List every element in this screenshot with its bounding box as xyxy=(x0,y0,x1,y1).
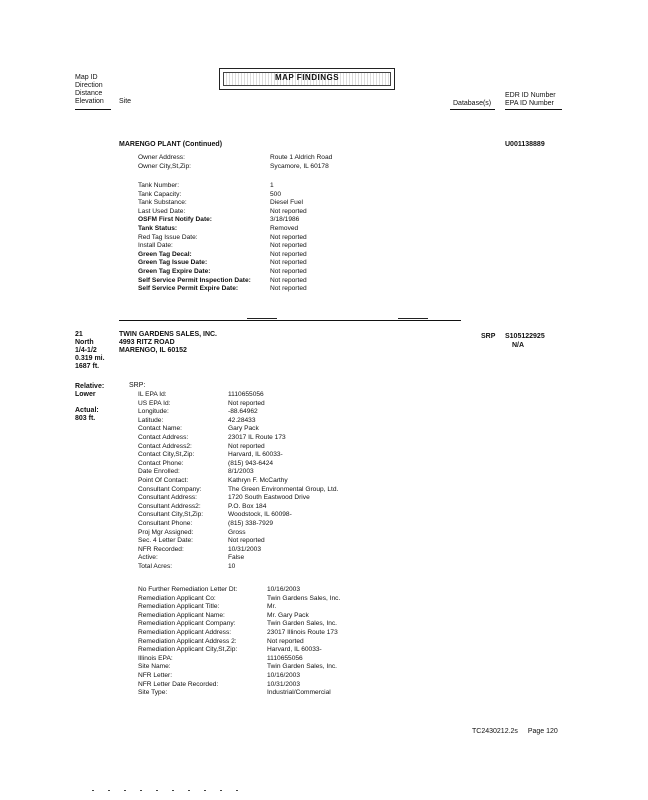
field-label: Sec. 4 Letter Date: xyxy=(138,537,193,545)
field-value: Sycamore, IL 60178 xyxy=(270,162,329,170)
separator-dash-b xyxy=(398,318,428,319)
field-row xyxy=(138,199,307,208)
field-value: Gary Pack xyxy=(228,425,259,433)
field-row xyxy=(138,520,338,529)
field-row xyxy=(138,689,340,698)
marengo-title: MARENGO PLANT (Continued) xyxy=(119,141,223,148)
field-label: Green Tag Issue Date: xyxy=(138,259,208,267)
field-row xyxy=(138,460,338,469)
field-value: Not reported xyxy=(270,259,307,267)
twin-map-id: 21 xyxy=(75,331,83,338)
field-label: Consultant Address2: xyxy=(138,502,201,510)
srp-fields-a xyxy=(138,391,338,571)
field-value: The Green Environmental Group, Ltd. xyxy=(228,485,339,493)
twin-database: SRP xyxy=(481,333,496,340)
field-label: Remediation Applicant Name: xyxy=(138,611,225,619)
field-label: Owner Address: xyxy=(138,154,185,161)
field-label: Point Of Contact: xyxy=(138,476,189,484)
header-rule-db xyxy=(450,109,495,110)
field-label: Total Acres: xyxy=(138,562,173,570)
field-row xyxy=(138,586,340,595)
field-value: Not reported xyxy=(228,537,265,545)
field-value: Kathryn F. McCarthy xyxy=(228,476,288,484)
section-separator xyxy=(119,320,461,321)
marengo-owner-block xyxy=(138,154,332,171)
field-row xyxy=(138,434,338,443)
field-label: Contact Phone: xyxy=(138,459,184,467)
field-label: Remediation Applicant Address 2: xyxy=(138,637,237,645)
field-label: Remediation Applicant City,St,Zip: xyxy=(138,646,238,654)
field-row xyxy=(138,511,338,520)
twin-map-info xyxy=(75,331,105,371)
field-value: Woodstock, IL 60098- xyxy=(228,511,292,519)
field-row xyxy=(138,646,340,655)
field-label: OSFM First Notify Date: xyxy=(138,216,212,224)
header-epa-id: EPA ID Number xyxy=(505,100,554,107)
field-label: Self Service Permit Expire Date: xyxy=(138,285,239,293)
field-label: Red Tag Issue Date: xyxy=(138,233,198,241)
field-label: Latitude: xyxy=(138,416,164,424)
field-value: 1 xyxy=(270,182,274,189)
header-edr-id: EDR ID Number xyxy=(505,92,556,99)
header-right-labels xyxy=(505,92,556,108)
twin-site-info xyxy=(119,331,217,355)
field-value: Not reported xyxy=(270,250,307,258)
field-label: Consultant City,St,Zip: xyxy=(138,511,204,519)
srp-fields-b xyxy=(138,586,340,698)
field-row xyxy=(138,681,340,690)
field-value: Not reported xyxy=(267,637,304,645)
field-value: 10/16/2003 xyxy=(267,586,301,593)
field-row xyxy=(138,285,307,294)
field-value: Harvard, IL 60033- xyxy=(228,451,283,459)
field-value: Not reported xyxy=(270,207,307,215)
footer-page: Page 120 xyxy=(527,728,558,735)
field-row xyxy=(138,417,338,426)
field-label: Tank Status: xyxy=(138,224,178,232)
field-label: Contact City,St,Zip: xyxy=(138,451,195,459)
field-label: Contact Address2: xyxy=(138,442,192,450)
marengo-edr-id: U001138889 xyxy=(505,141,545,148)
field-row xyxy=(138,612,340,621)
field-value: Mr. Gary Pack xyxy=(267,611,309,619)
field-label: Contact Name: xyxy=(138,425,182,433)
field-row xyxy=(138,503,338,512)
header-distance: Distance xyxy=(75,90,103,97)
field-value: 3/18/1986 xyxy=(270,216,300,224)
field-value: 23017 IL Route 173 xyxy=(228,433,286,441)
map-findings-banner xyxy=(219,68,395,90)
header-site: Site xyxy=(119,98,132,105)
twin-address: 4993 RITZ ROAD xyxy=(119,339,175,346)
field-row xyxy=(138,225,307,234)
actual-value: 803 ft. xyxy=(75,415,96,422)
field-label: Remediation Applicant Company: xyxy=(138,620,236,628)
banner-title: MAP FINDINGS xyxy=(274,73,340,82)
field-row xyxy=(138,672,340,681)
field-row xyxy=(138,154,332,163)
marengo-tank-block xyxy=(138,182,307,294)
srp-label: SRP: xyxy=(129,382,146,389)
field-value: -88.64962 xyxy=(228,408,258,416)
field-label: Green Tag Decal: xyxy=(138,250,192,258)
field-value: Harvard, IL 60033- xyxy=(267,646,322,654)
field-row xyxy=(138,486,338,495)
field-value: (815) 943-6424 xyxy=(228,459,274,467)
twin-distance-ft: 1687 ft. xyxy=(75,363,100,370)
field-row xyxy=(138,468,338,477)
field-row xyxy=(138,391,338,400)
field-label: Green Tag Expire Date: xyxy=(138,267,211,275)
field-row xyxy=(138,234,307,243)
field-value: P.O. Box 184 xyxy=(228,502,267,510)
field-row xyxy=(138,242,307,251)
field-row xyxy=(138,620,340,629)
field-row xyxy=(138,191,307,200)
field-label: Illinois EPA: xyxy=(138,654,173,662)
field-label: Proj Mgr Assigned: xyxy=(138,528,194,536)
footer xyxy=(472,728,558,736)
field-row xyxy=(138,477,338,486)
field-value: Not reported xyxy=(270,267,307,275)
field-value: 10 xyxy=(228,562,236,570)
field-value: 10/16/2003 xyxy=(267,671,301,679)
field-label: Install Date: xyxy=(138,242,173,250)
field-row xyxy=(138,251,307,260)
field-row xyxy=(138,537,338,546)
header-elevation: Elevation xyxy=(75,98,104,105)
twin-epa-id: N/A xyxy=(512,342,525,349)
field-label: US EPA Id: xyxy=(138,399,171,407)
field-label: No Further Remediation Letter Dt: xyxy=(138,586,238,593)
field-value: Not reported xyxy=(228,399,265,407)
twin-distance-mi: 0.319 mi. xyxy=(75,355,105,362)
field-row xyxy=(138,182,307,191)
twin-elevation xyxy=(75,383,104,423)
bottom-speckles xyxy=(92,778,252,780)
field-row xyxy=(138,554,338,563)
relative-value: Lower xyxy=(75,391,96,398)
field-value: Not reported xyxy=(228,442,265,450)
field-row xyxy=(138,277,307,286)
field-value: Twin Garden Sales, Inc. xyxy=(267,663,338,671)
twin-fraction: 1/4-1/2 xyxy=(75,347,97,354)
field-value: Twin Garden Sales, Inc. xyxy=(267,620,338,628)
field-value: 1720 South Eastwood Drive xyxy=(228,494,310,502)
field-label: Active: xyxy=(138,554,158,562)
field-value: Not reported xyxy=(270,276,307,284)
header-rule-right xyxy=(505,109,562,110)
field-row xyxy=(138,629,340,638)
twin-name: TWIN GARDENS SALES, INC. xyxy=(119,331,218,338)
field-label: Self Service Permit Inspection Date: xyxy=(138,276,251,284)
field-row xyxy=(138,268,307,277)
field-value: Industrial/Commercial xyxy=(267,689,331,697)
field-row xyxy=(138,216,307,225)
field-label: Last Used Date: xyxy=(138,207,186,215)
field-value: Removed xyxy=(270,224,299,232)
header-left-labels xyxy=(75,74,104,106)
field-row xyxy=(138,563,338,572)
field-label: Remediation Applicant Title: xyxy=(138,603,220,611)
header-direction: Direction xyxy=(75,82,103,89)
field-label: Consultant Phone: xyxy=(138,519,193,527)
field-value: 500 xyxy=(270,190,282,198)
header-databases: Database(s) xyxy=(453,100,492,107)
field-label: Consultant Company: xyxy=(138,485,202,493)
field-row xyxy=(138,443,338,452)
field-row xyxy=(138,494,338,503)
field-value: Diesel Fuel xyxy=(270,199,303,207)
field-row xyxy=(138,451,338,460)
field-label: NFR Letter Date Recorded: xyxy=(138,680,219,688)
field-row xyxy=(138,425,338,434)
twin-city: MARENGO, IL 60152 xyxy=(119,347,187,354)
field-value: 1110655056 xyxy=(267,654,303,662)
field-label: Tank Substance: xyxy=(138,199,187,207)
field-row xyxy=(138,400,338,409)
field-label: NFR Letter: xyxy=(138,671,173,679)
field-value: Not reported xyxy=(270,242,307,250)
field-row xyxy=(138,529,338,538)
field-value: 8/1/2003 xyxy=(228,468,254,476)
separator-dash-a xyxy=(247,318,277,319)
field-value: Gross xyxy=(228,528,246,536)
field-label: Site Type: xyxy=(138,689,168,697)
twin-edr-id: S105122925 xyxy=(505,333,545,340)
field-row xyxy=(138,655,340,664)
field-row xyxy=(138,546,338,555)
field-label: IL EPA Id: xyxy=(138,391,167,398)
field-row xyxy=(138,163,332,172)
field-label: Owner City,St,Zip: xyxy=(138,162,192,170)
header-map-id: Map ID xyxy=(75,74,98,81)
field-label: Tank Number: xyxy=(138,182,180,189)
field-label: Longitude: xyxy=(138,408,169,416)
field-value: 10/31/2003 xyxy=(267,680,301,688)
field-label: NFR Recorded: xyxy=(138,545,184,553)
field-row xyxy=(138,638,340,647)
field-value: Mr. xyxy=(267,603,277,611)
field-row xyxy=(138,408,338,417)
field-value: Not reported xyxy=(270,233,307,241)
field-row xyxy=(138,663,340,672)
field-row xyxy=(138,208,307,217)
field-label: Consultant Address: xyxy=(138,494,198,502)
field-label: Tank Capacity: xyxy=(138,190,182,198)
actual-label: Actual: xyxy=(75,407,99,414)
field-value: 1110655056 xyxy=(228,391,264,398)
field-value: Not reported xyxy=(270,285,307,293)
field-value: (815) 338-7929 xyxy=(228,519,274,527)
field-label: Contact Address: xyxy=(138,433,189,441)
field-label: Remediation Applicant Address: xyxy=(138,628,232,636)
field-value: Route 1 Aldrich Road xyxy=(270,154,333,161)
field-row xyxy=(138,259,307,268)
field-label: Remediation Applicant Co: xyxy=(138,594,216,602)
field-value: False xyxy=(228,554,245,562)
field-row xyxy=(138,595,340,604)
relative-label: Relative: xyxy=(75,383,105,390)
footer-code: TC2430212.2s xyxy=(472,728,518,735)
field-label: Date Enrolled: xyxy=(138,468,180,476)
field-value: Twin Gardens Sales, Inc. xyxy=(267,594,341,602)
field-value: 42.28433 xyxy=(228,416,256,424)
field-label: Site Name: xyxy=(138,663,171,671)
field-row xyxy=(138,603,340,612)
header-rule-left xyxy=(75,109,111,110)
field-value: 23017 Illinois Route 173 xyxy=(267,628,338,636)
twin-direction: North xyxy=(75,339,94,346)
field-value: 10/31/2003 xyxy=(228,545,262,553)
